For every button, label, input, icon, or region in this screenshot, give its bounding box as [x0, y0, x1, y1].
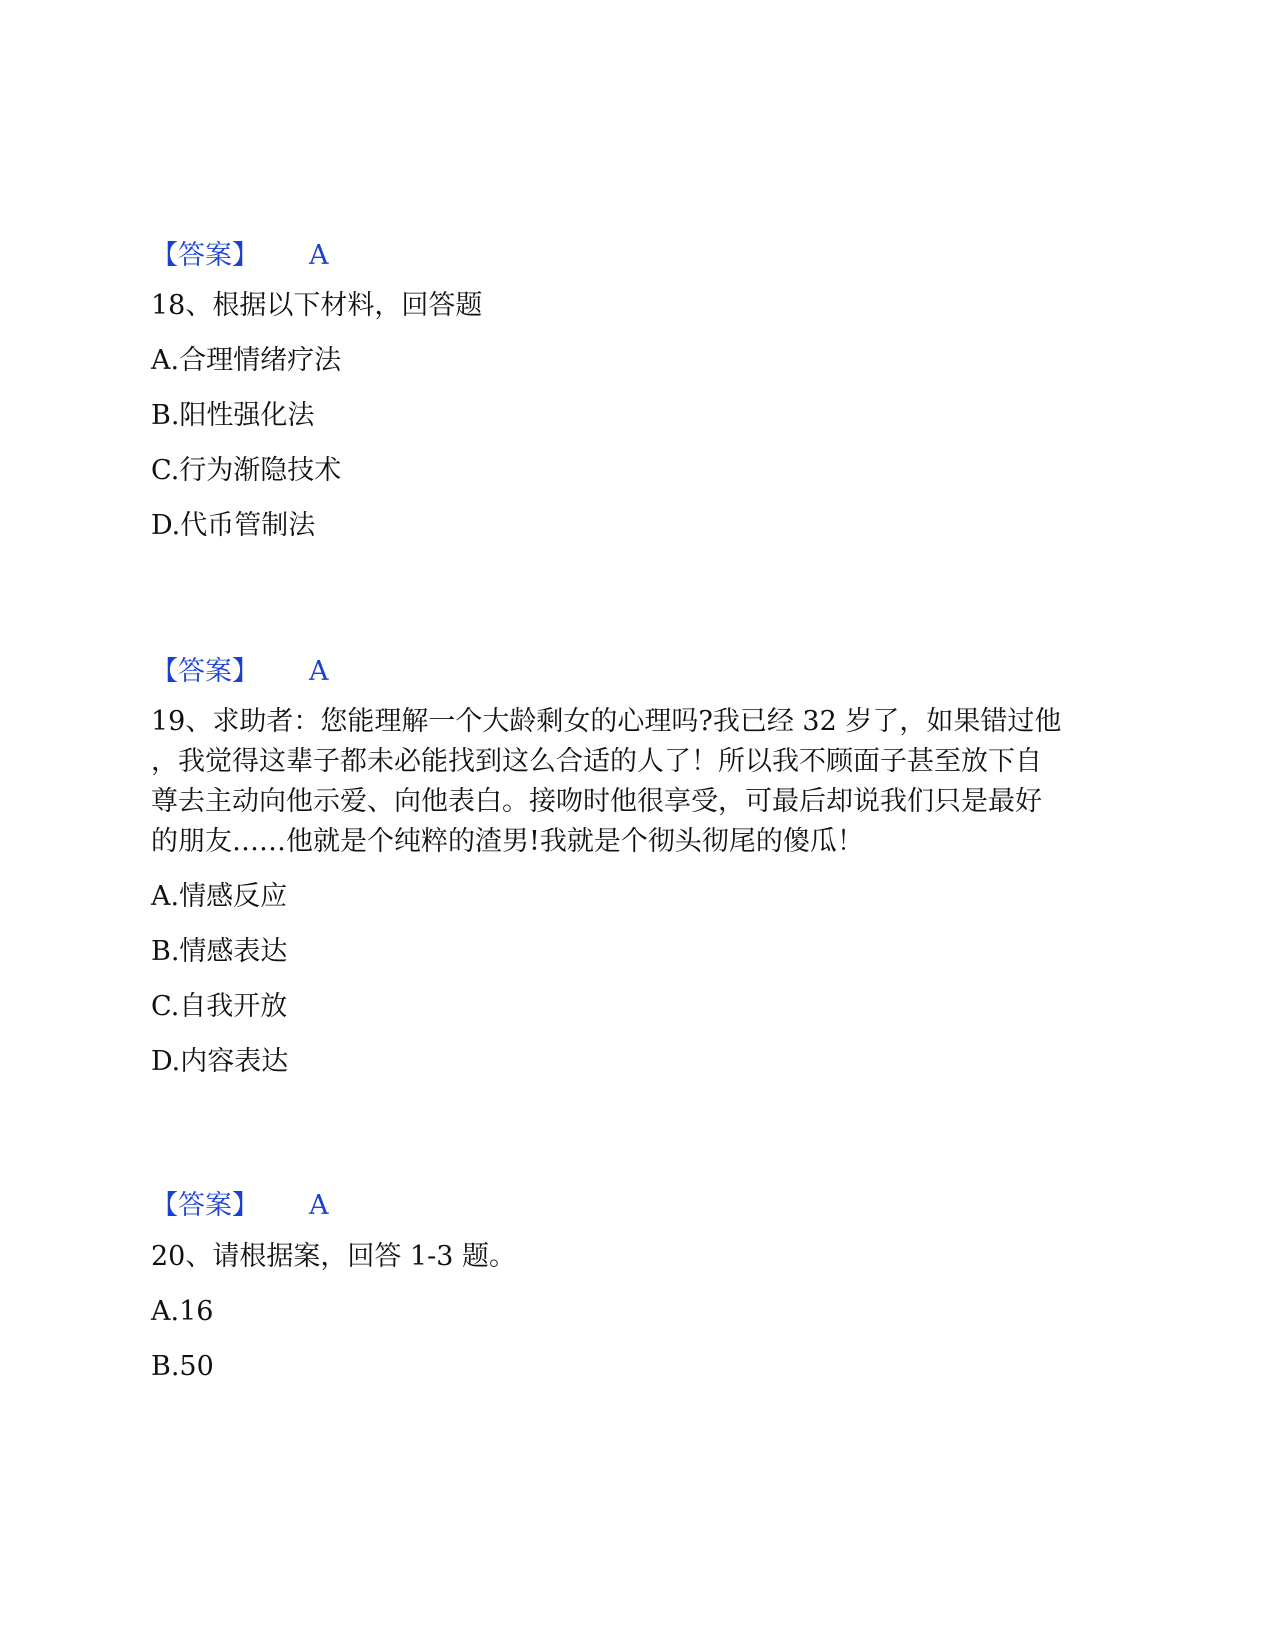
question-stem-line-1: 19、求助者：您能理解一个大龄剩女的心理吗?我已经 32 岁了，如果错过他	[151, 706, 1062, 737]
answer-label: 【答案】	[151, 240, 259, 271]
option-d: D.代币管制法	[151, 510, 316, 541]
question-stem: 18、根据以下材料，回答题	[151, 290, 483, 321]
option-c: C.行为渐隐技术	[151, 455, 342, 486]
answer-label: 【答案】	[151, 656, 259, 687]
answer-value: A	[309, 240, 329, 271]
question-stem-line-4: 的朋友……他就是个纯粹的渣男!我就是个彻头彻尾的傻瓜！	[151, 826, 864, 857]
option-c: C.自我开放	[151, 991, 288, 1022]
option-a: A.合理情绪疗法	[151, 345, 342, 376]
question-stem-line-2: ，我觉得这辈子都未必能找到这么合适的人了！所以我不顾面子甚至放下自	[151, 746, 1042, 777]
answer-value: A	[309, 1190, 329, 1221]
option-b: B.情感表达	[151, 936, 288, 967]
answer-value: A	[309, 656, 329, 687]
option-d: D.内容表达	[151, 1046, 289, 1077]
option-b: B.50	[151, 1351, 214, 1382]
option-a: A.情感反应	[151, 881, 288, 912]
option-a: A.16	[151, 1296, 214, 1327]
option-b: B.阳性强化法	[151, 400, 315, 431]
question-stem-line-3: 尊去主动向他示爱、向他表白。接吻时他很享受，可最后却说我们只是最好	[151, 786, 1042, 817]
question-stem: 20、请根据案，回答 1-3 题。	[151, 1241, 517, 1272]
answer-label: 【答案】	[151, 1190, 259, 1221]
